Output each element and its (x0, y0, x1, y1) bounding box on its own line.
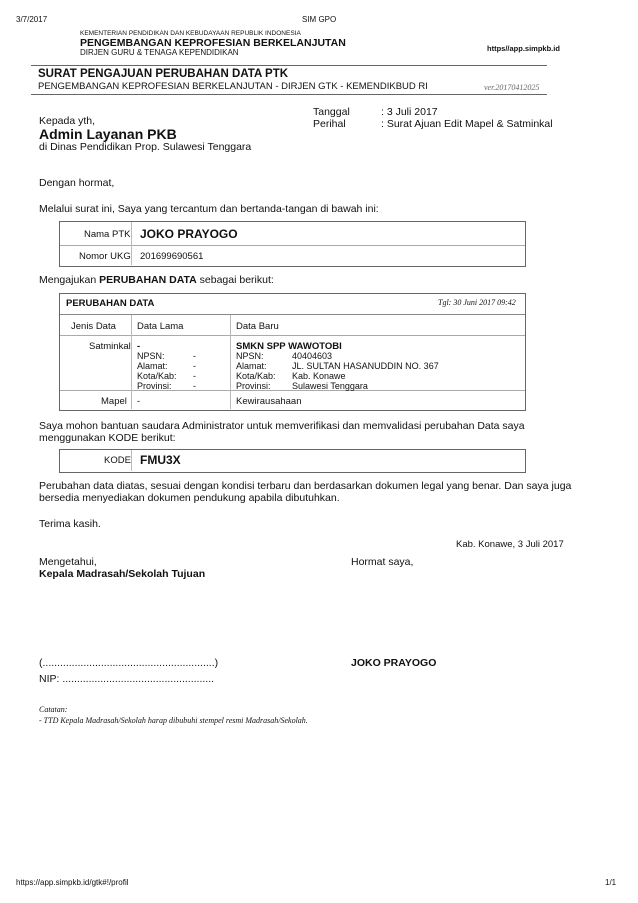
satminkal-old-name: - (137, 341, 141, 352)
mapel-new: Kewirausahaan (236, 396, 302, 407)
col-jenis-data: Jenis Data (71, 321, 116, 332)
tanggal-label: Tanggal (313, 106, 350, 118)
mapel-old: - (137, 396, 141, 407)
left-title: Kepala Madrasah/Sekolah Tujuan (39, 568, 206, 580)
right-greeting: Hormat saya, (351, 556, 414, 568)
ministry-name: KEMENTERIAN PENDIDIKAN DAN KEBUDAYAAN REPUBLIK INDONESIA (80, 30, 301, 37)
satminkal-new-fields: NPSN: 40404603 Alamat: JL. SULTAN HASANUDDIN NO. 367 Kota/Kab: Kab. Konawe Provinsi: Sulawesi Tenggara (236, 351, 439, 391)
changes-heading-divider (60, 314, 525, 315)
code-value: FMU3X (140, 453, 181, 467)
changes-timestamp: Tgl: 30 Juni 2017 09:42 (438, 298, 516, 307)
print-title: SIM GPO (302, 15, 337, 24)
ptk-table-divider (60, 245, 525, 246)
changes-col-divider-2 (230, 315, 231, 409)
print-date: 3/7/2017 (16, 15, 48, 24)
salutation: Dengan hormat, (39, 177, 115, 189)
recipient-greeting: Kepada yth, (39, 115, 96, 127)
recipient-office: di Dinas Pendidikan Prop. Sulawesi Tenggara (39, 141, 252, 153)
notes-line: - TTD Kepala Madrasah/Sekolah harap dibubuhi stempel resmi Madrasah/Sekolah. (39, 716, 308, 725)
plea-line-2: menggunakan KODE berikut: (39, 432, 176, 444)
thanks-text: Terima kasih. (39, 518, 101, 530)
statement-line-1: Perubahan data diatas, sesuai dengan kondisi terbaru dan berdasarkan dokumen legal yang benar. Dan saya juga (39, 480, 572, 492)
changes-col-divider-1 (131, 315, 132, 409)
col-data-lama: Data Lama (137, 321, 184, 332)
footer-pages: 1/1 (605, 878, 617, 887)
request-bold: PERUBAHAN DATA (99, 274, 197, 286)
site-url[interactable]: https//app.simpkb.id (487, 44, 560, 53)
ukg-value: 201699690561 (140, 251, 204, 262)
program-name: PENGEMBANGAN KEPROFESIAN BERKELANJUTAN (80, 37, 346, 49)
perihal-value: : Surat Ajuan Edit Mapel & Satminkal (381, 118, 553, 130)
code-label: KODE (104, 455, 131, 466)
changes-heading: PERUBAHAN DATA (66, 298, 155, 309)
perihal-label: Perihal (313, 118, 346, 130)
ukg-label: Nomor UKG (79, 251, 131, 262)
document-subtitle: PENGEMBANGAN KEPROFESIAN BERKELANJUTAN - DIRJEN GTK - KEMENDIKBUD RI (38, 81, 428, 92)
left-signature-line: (...........................................................) (39, 657, 219, 669)
request-line (39, 274, 274, 286)
request-prefix: Mengajukan (39, 274, 100, 286)
notes-heading: Catatan: (39, 705, 68, 714)
intro-text: Melalui surat ini, Saya yang tercantum dan bertanda-tangan di bawah ini: (39, 203, 379, 215)
footer-url[interactable]: https://app.simpkb.id/gtk#!/profil (16, 878, 129, 887)
satminkal-old-fields: NPSN: - Alamat: - Kota/Kab: - Provinsi: - (137, 351, 196, 391)
ptk-name-label: Nama PTK (84, 229, 131, 240)
changes-header-divider (60, 335, 525, 336)
request-suffix: sebagai berikut: (196, 274, 274, 286)
version-label: ver.20170412025 (484, 83, 540, 92)
recipient-name: Admin Layanan PKB (39, 126, 177, 142)
satminkal-new-name: SMKN SPP WAWOTOBI (236, 341, 342, 352)
plea-line-1: Saya mohon bantuan saudara Administrator untuk memverifikasi dan memvalidasi perubahan Data saya (39, 420, 525, 432)
left-greeting: Mengetahui, (39, 556, 97, 568)
right-signer-name: JOKO PRAYOGO (351, 657, 437, 669)
code-box-divider (131, 450, 132, 471)
statement-line-2: bersedia menyediakan dokumen pendukung apabila dibutuhkan. (39, 492, 340, 504)
col-data-baru: Data Baru (236, 321, 279, 332)
place-date: Kab. Konawe, 3 Juli 2017 (456, 539, 564, 550)
tanggal-value: : 3 Juli 2017 (381, 106, 438, 118)
mapel-label: Mapel (101, 396, 127, 407)
directorate-name: DIRJEN GURU & TENAGA KEPENDIDIKAN (80, 48, 239, 57)
ptk-name-value: JOKO PRAYOGO (140, 227, 238, 241)
satminkal-label: Satminkal (89, 341, 131, 352)
nip-line: NIP: .................................................... (39, 673, 215, 685)
ptk-table-column-divider (131, 222, 132, 265)
document-title: SURAT PENGAJUAN PERUBAHAN DATA PTK (38, 68, 289, 80)
